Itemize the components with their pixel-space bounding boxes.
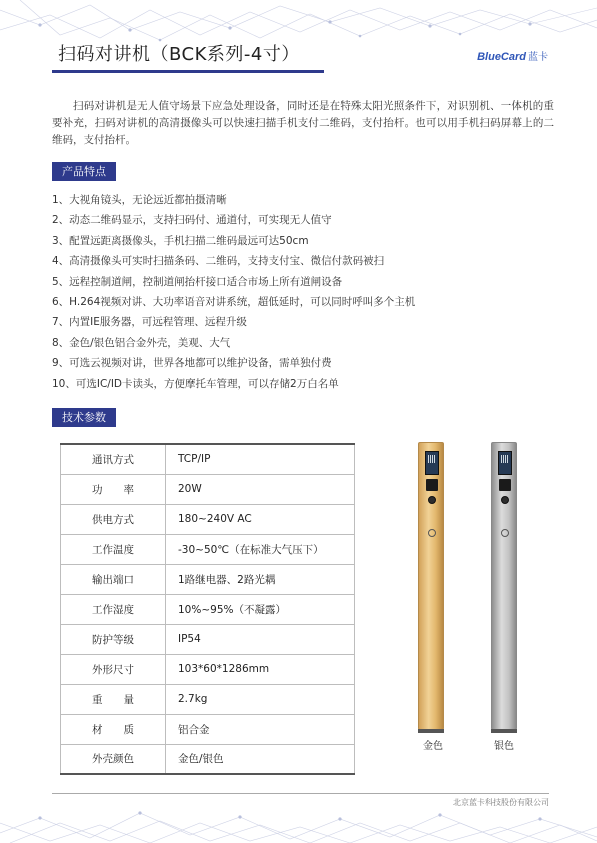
spec-key: 工作温度 [61,534,166,564]
spec-value: 铝合金 [166,714,355,744]
feature-item: 7、内置IE服务器，可远程管理、远程升级 [52,316,247,329]
feature-item: 3、配置远距离摄像头，手机扫描二维码最远可达50cm [52,234,309,247]
gold-caption: 金色 [423,741,443,752]
feature-item: 9、可选云视频对讲，世界各地都可以维护设备，需单独付费 [52,357,332,370]
bluecard-logo [477,48,548,63]
table-row [61,564,355,594]
device-button-icon [501,496,509,504]
table-row [61,594,355,624]
table-row [61,504,355,534]
features-section-label: 产品特点 [52,162,116,181]
device-base [491,729,517,733]
spec-value: -30~50℃（在标准大气压下） [166,534,355,564]
table-row [61,444,355,474]
gold-intercom-device [418,442,444,730]
spec-value: 金色/银色 [166,744,355,774]
spec-key: 输出端口 [61,564,166,594]
spec-key: 外壳颜色 [61,744,166,774]
decorative-network-bottom [0,783,597,843]
spec-key: 通讯方式 [61,444,166,474]
spec-key: 外形尺寸 [61,654,166,684]
feature-item: 8、金色/银色铝合金外壳，美观、大气 [52,336,231,349]
spec-value: IP54 [166,624,355,654]
table-row [61,684,355,714]
page-title: 扫码对讲机（BCK系列-4寸） [58,44,300,65]
feature-item: 2、动态二维码显示，支持扫码付、通道付，可实现无人值守 [52,214,332,227]
table-row [61,624,355,654]
spec-key: 工作湿度 [61,594,166,624]
spec-key: 功 率 [61,474,166,504]
spec-value: 10%~95%（不凝露） [166,594,355,624]
device-camera-panel [499,479,511,491]
logo-brand: BlueCard [477,51,526,63]
spec-key: 材 质 [61,714,166,744]
title-underline [52,70,324,73]
spec-key: 防护等级 [61,624,166,654]
device-speaker-icon [428,529,436,537]
table-row [61,744,355,774]
feature-item: 5、远程控制道闸，控制道闸抬杆接口适合市场上所有道闸设备 [52,275,343,288]
silver-intercom-device [491,442,517,730]
table-row [61,654,355,684]
logo-cn: 蓝卡 [528,52,548,63]
device-base [418,729,444,733]
header [52,40,552,76]
spec-value: 20W [166,474,355,504]
spec-key: 供电方式 [61,504,166,534]
device-camera-panel [426,479,438,491]
table-row [61,534,355,564]
spec-table [60,443,355,775]
silver-caption: 银色 [494,741,514,752]
footer-divider [52,793,549,794]
feature-item: 10、可选IC/ID卡读头，方便摩托车管理，可以存储2万白名单 [52,377,339,390]
feature-item: 1、大视角镜头，无论远近都拍摄清晰 [52,194,227,206]
device-button-icon [428,496,436,504]
feature-item: 4、高清摄像头可实时扫描条码、二维码，支持支付宝、微信付款码被扫 [52,255,385,268]
spec-value: 2.7kg [166,684,355,714]
spec-key: 重 量 [61,684,166,714]
params-section-label: 技术参数 [52,408,116,427]
table-row [61,474,355,504]
device-screen [498,451,512,475]
spec-value: 103*60*1286mm [166,654,355,684]
device-speaker-icon [501,529,509,537]
intro-paragraph: 扫码对讲机是无人值守场景下应急处理设备，同时还是在特殊太阳光照条件下，对识别机、一体机的重要补充，扫码对讲机的高清摄像头可以快速扫描手机支付二维码，支付抬杆。也可以用手机扫码屏幕上的二维码，支付抬杆。 [52,100,554,146]
feature-item: 6、H.264视频对讲、大功率语音对讲系统，超低延时，可以同时呼叫多个主机 [52,295,416,308]
company-name: 北京蓝卡科技股份有限公司 [453,798,549,807]
features-list [52,190,415,394]
spec-value: TCP/IP [166,444,355,474]
spec-value: 180~240V AC [166,504,355,534]
device-screen [425,451,439,475]
spec-value: 1路继电器、2路光耦 [166,564,355,594]
table-row [61,714,355,744]
